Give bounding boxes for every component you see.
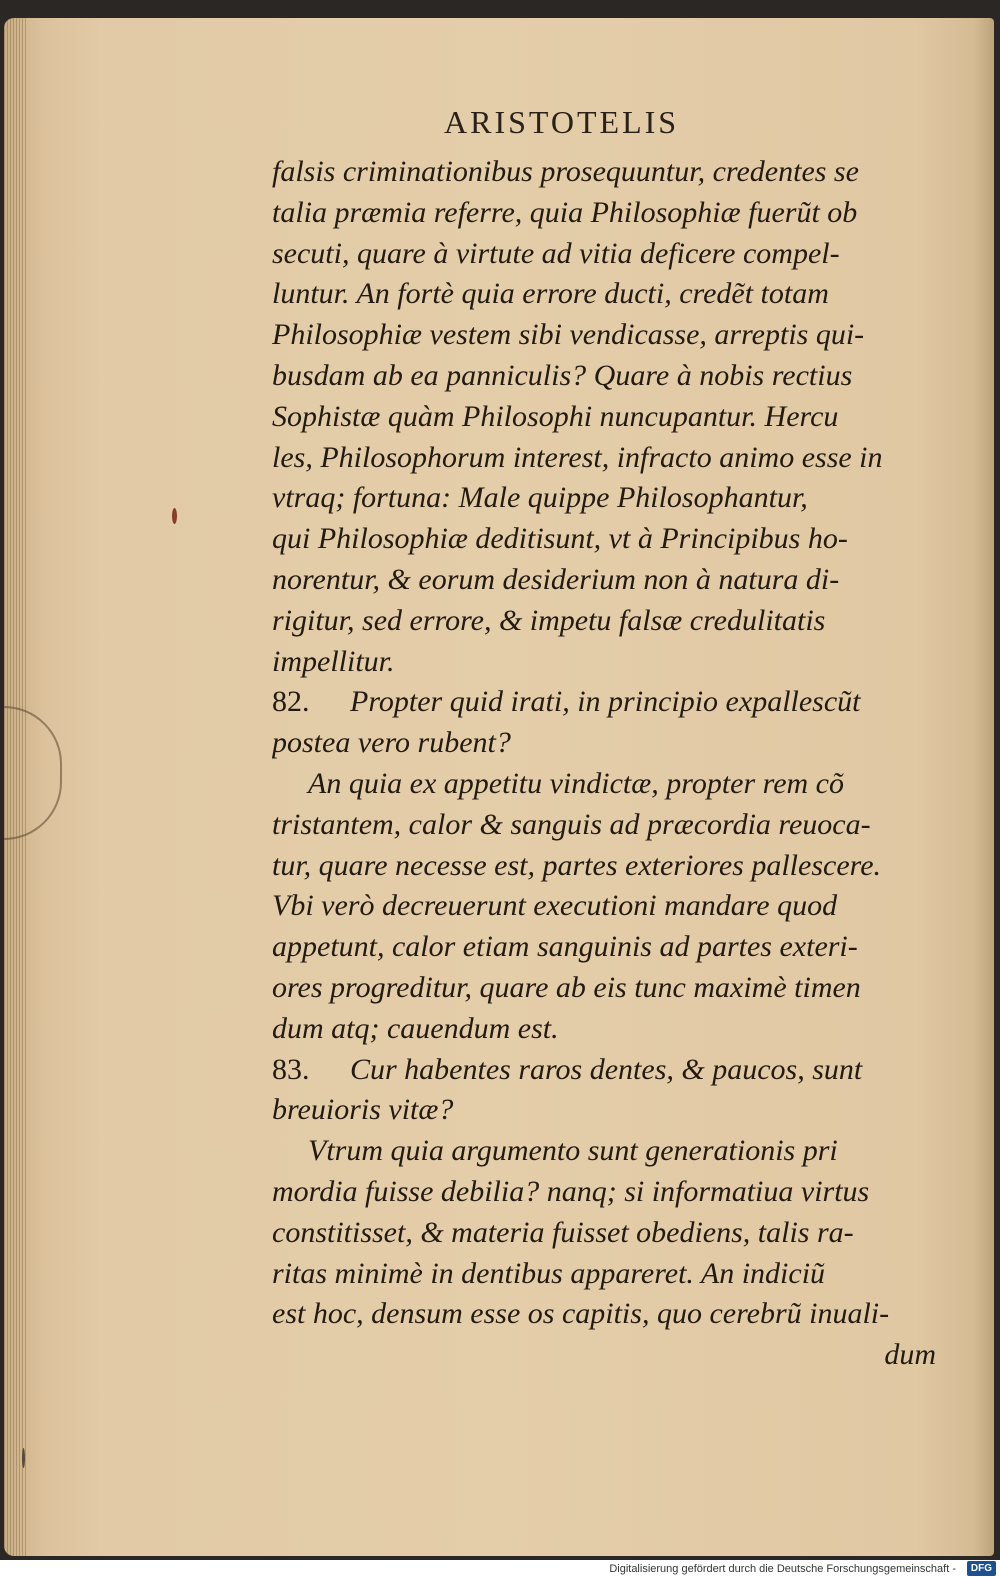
dfg-logo: DFG	[967, 1561, 996, 1576]
answer-line: ores progreditur, quare ab eis tunc maximè timen	[272, 970, 861, 1004]
answer-line: Vbi verò decreuerunt executioni mandare quod	[272, 889, 838, 923]
digitization-credit: Digitalisierung gefördert durch die Deutsche Forschungsgemeinschaft -	[609, 1563, 956, 1575]
question-text: postea vero rubent?	[272, 726, 511, 760]
question-text: Propter quid irati, in principio expallescũt	[350, 685, 861, 719]
text-line: luntur. An fortè quia errore ducti, credẽt totam	[272, 277, 829, 311]
text-line: busdam ab ea panniculis? Quare à nobis rectius	[272, 358, 853, 392]
text-line: Sophistæ quàm Philosophi nuncupantur. Hercu	[272, 399, 839, 433]
catchword: dum	[884, 1338, 936, 1372]
book-page	[4, 18, 994, 1556]
answer-line: appetunt, calor etiam sanguinis ad partes exteri-	[272, 930, 858, 964]
text-line: falsis criminationibus prosequuntur, credentes se	[272, 155, 859, 188]
answer-line: tur, quare necesse est, partes exteriores pallescere.	[272, 848, 882, 882]
answer-line: constitisset, & materia fuisset obediens, talis ra-	[272, 1215, 854, 1249]
answer-line: dum atq; cauendum est.	[272, 1011, 559, 1045]
answer-line: Vtrum quia argumento sunt generationis pri	[308, 1134, 838, 1168]
answer-line: An quia ex appetitu vindictæ, propter rem cõ	[308, 766, 845, 800]
question-number: 83.	[272, 1052, 310, 1086]
text-line: secuti, quare à virtute ad vitia deficere compel-	[272, 236, 840, 270]
question-text: breuioris vitæ?	[272, 1093, 454, 1127]
question-83-heading	[272, 1050, 944, 1091]
ink-stain	[172, 508, 177, 524]
text-line: talia præmia referre, quia Philosophiæ fuerũt ob	[272, 195, 858, 229]
answer-line: mordia fuisse debilia? nanq; si informatiua virtus	[272, 1174, 870, 1208]
text-line: impellitur.	[272, 644, 395, 678]
text-line: norentur, & eorum desiderium non à natura di-	[272, 562, 840, 596]
text-line: rigitur, sed errore, & impetu falsæ credulitatis	[272, 603, 826, 637]
text-line: les, Philosophorum interest, infracto animo esse in	[272, 440, 883, 474]
running-head: ARISTOTELIS	[444, 104, 680, 140]
answer-line: est hoc, densum esse os capitis, quo cerebrũ inuali-	[272, 1297, 890, 1331]
question-text: Cur habentes raros dentes, & paucos, sunt	[350, 1052, 863, 1086]
answer-line: tristantem, calor & sanguis ad præcordia reuoca-	[272, 807, 871, 841]
ink-stain	[22, 1448, 25, 1468]
text-line: Philosophiæ vestem sibi vendicasse, arreptis qui-	[272, 318, 865, 352]
binding-clasp	[4, 706, 62, 840]
question-82-heading	[272, 682, 944, 723]
question-number: 82.	[272, 685, 310, 719]
text-line: vtraq; fortuna: Male quippe Philosophantur,	[272, 481, 808, 515]
text-line: qui Philosophiæ deditisunt, vt à Principibus ho-	[272, 522, 848, 556]
text-block	[272, 152, 944, 1376]
answer-line: ritas minimè in dentibus appareret. An indiciũ	[272, 1256, 826, 1290]
